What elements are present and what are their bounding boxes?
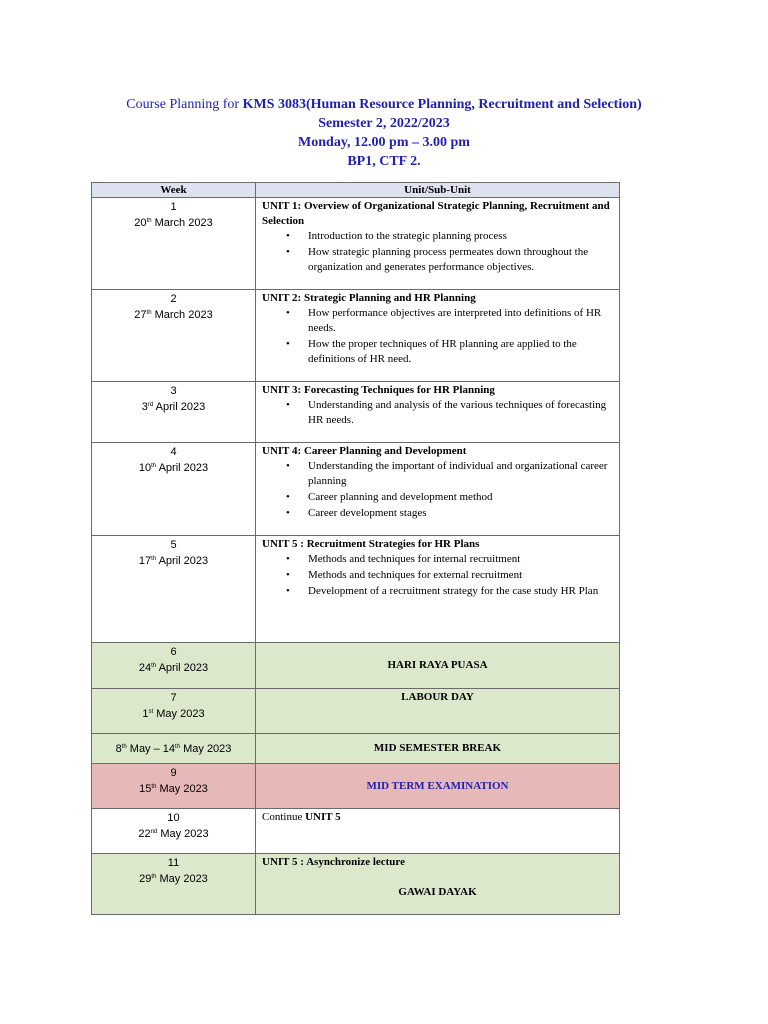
week-cell: 2 27th March 2023: [92, 290, 256, 382]
list-item: • How the proper techniques of HR planning are applied to the definitions of HR need.: [308, 337, 613, 367]
course-header: [0, 95, 768, 171]
week-cell: 9 15th May 2023: [92, 764, 256, 809]
course-plan-table: [91, 182, 620, 915]
table-row: [92, 809, 620, 854]
week-column-header: Week: [92, 183, 256, 198]
unit-cell: [256, 443, 620, 536]
table-row: [92, 536, 620, 643]
week-cell: 7 1st May 2023: [92, 689, 256, 734]
unit-cell: [256, 382, 620, 443]
break-label: MID SEMESTER BREAK: [256, 734, 620, 764]
bullet-list: [262, 306, 613, 367]
list-item: • Career development stages: [308, 506, 613, 521]
holiday-label: HARI RAYA PUASA: [256, 643, 620, 689]
list-item: • Development of a recruitment strategy for the case study HR Plan: [308, 584, 613, 599]
table-row: [92, 734, 620, 764]
unit-title: UNIT 5 : Recruitment Strategies for HR Plans: [262, 538, 480, 550]
unit-cell: Continue UNIT 5: [256, 809, 620, 854]
week-cell: 10 22nd May 2023: [92, 809, 256, 854]
week-cell: 3 3rd April 2023: [92, 382, 256, 443]
unit-title: UNIT 4: Career Planning and Development: [262, 445, 467, 457]
table-row: [92, 443, 620, 536]
list-item: • Career planning and development method: [308, 490, 613, 505]
bullet-list: [262, 229, 613, 275]
week-date: 22nd May 2023: [138, 828, 209, 840]
week-cell: 5 17th April 2023: [92, 536, 256, 643]
unit-cell: [256, 290, 620, 382]
week-cell: 4 10th April 2023: [92, 443, 256, 536]
bullet-list: [262, 459, 613, 521]
week-date: 15th May 2023: [139, 783, 208, 795]
unit-cell: [256, 198, 620, 290]
unit-cell: [256, 536, 620, 643]
week-date: 24th April 2023: [138, 662, 209, 674]
week-date: 8th May – 14th May 2023: [115, 743, 232, 755]
week-date: 17th April 2023: [138, 555, 209, 567]
schedule-line: Monday, 12.00 pm – 3.00 pm: [298, 135, 470, 150]
week-date: 20th March 2023: [134, 217, 213, 229]
list-item: • Understanding the important of individual and organizational career planning: [308, 459, 613, 489]
week-date: 29th May 2023: [139, 873, 208, 885]
list-item: • Introduction to the strategic planning process: [308, 229, 613, 244]
unit-title: UNIT 2: Strategic Planning and HR Planning: [262, 292, 476, 304]
bullet-list: [262, 398, 613, 428]
course-title: Course Planning for KMS 3083(Human Resource Planning, Recruitment and Selection): [126, 97, 642, 112]
semester-line: Semester 2, 2022/2023: [318, 116, 450, 131]
week-cell: [92, 734, 256, 764]
table-row: [92, 198, 620, 290]
list-item: • Understanding and analysis of the various techniques of forecasting HR needs.: [308, 398, 613, 428]
week-cell: 11 29th May 2023: [92, 854, 256, 915]
list-item: • How strategic planning process permeates down throughout the organization and generates performance objectives.: [308, 245, 613, 275]
bullet-list: [262, 552, 613, 599]
unit-title: UNIT 1: Overview of Organizational Strategic Planning, Recruitment and Selection: [262, 200, 610, 227]
week-cell: 1 20th March 2023: [92, 198, 256, 290]
week-date: 10th April 2023: [138, 462, 209, 474]
list-item: • Methods and techniques for external recruitment: [308, 568, 613, 583]
table-header-row: [92, 183, 620, 198]
unit-column-header: Unit/Sub-Unit: [256, 183, 620, 198]
table-row: [92, 764, 620, 809]
unit-title: UNIT 3: Forecasting Techniques for HR Planning: [262, 384, 495, 396]
venue-line: BP1, CTF 2.: [347, 154, 421, 169]
exam-label: MID TERM EXAMINATION: [256, 764, 620, 809]
table-row: [92, 643, 620, 689]
holiday-label: LABOUR DAY: [256, 689, 620, 734]
week-date: 1st May 2023: [142, 708, 205, 720]
unit-cell: [256, 854, 620, 915]
table-row: [92, 290, 620, 382]
holiday-label: GAWAI DAYAK: [398, 886, 477, 898]
week-date: 27th March 2023: [134, 309, 213, 321]
table-row: [92, 689, 620, 734]
unit-title: UNIT 5 : Asynchronize lecture: [262, 856, 405, 868]
week-date: 3rd April 2023: [141, 401, 206, 413]
table-row: [92, 382, 620, 443]
list-item: • Methods and techniques for internal recruitment: [308, 552, 613, 567]
week-cell: 6 24th April 2023: [92, 643, 256, 689]
table-row: [92, 854, 620, 915]
list-item: • How performance objectives are interpreted into definitions of HR needs.: [308, 306, 613, 336]
